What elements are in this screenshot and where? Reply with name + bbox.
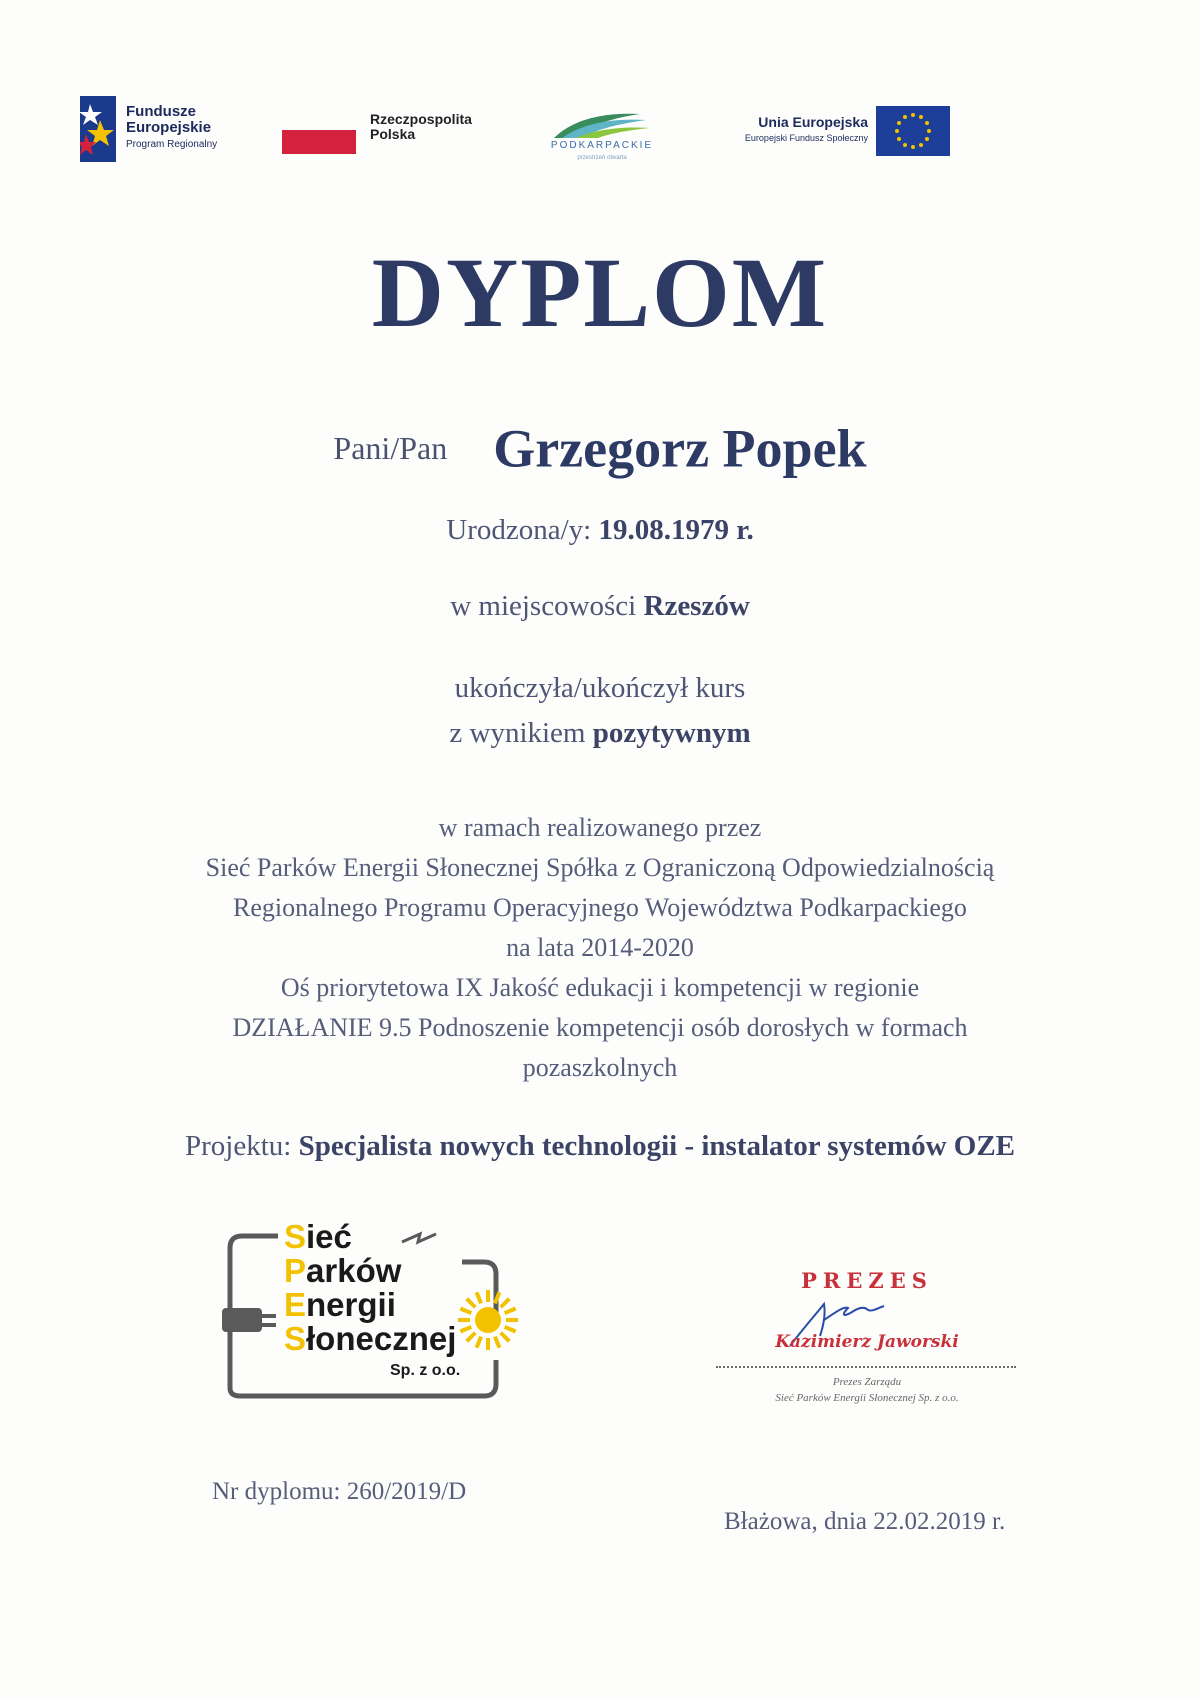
podkarpackie-tagline: przestrzeń otwarta <box>577 155 627 161</box>
birthplace-label: w miejscowości <box>450 590 637 622</box>
spes-line: Słonecznej <box>284 1320 457 1357</box>
podkarpackie-logo <box>532 108 672 168</box>
project-label: Projektu: <box>185 1130 292 1162</box>
signatory-name: Kazimierz Jaworski <box>775 1332 959 1352</box>
ue-line2: Europejski Fundusz Społeczny <box>744 133 868 143</box>
ue-line1: Unia Europejska <box>758 114 868 130</box>
place-and-date: Błażowa, dnia 22.02.2019 r. <box>724 1508 1006 1535</box>
birth-label: Urodzona/y: <box>446 514 592 546</box>
salutation: Pani/Pan <box>333 430 448 467</box>
program-description <box>60 808 1140 1088</box>
recipient-name: Grzegorz Popek <box>493 418 867 479</box>
signatory-company: Sieć Parków Energii Słonecznej Sp. z o.o. <box>775 1392 959 1404</box>
spes-wordmark <box>284 1220 456 1356</box>
birth-date: 19.08.1979 r. <box>598 514 754 546</box>
fundusze-line3: Program Regionalny <box>126 139 218 150</box>
unia-europejska-logo <box>718 106 978 166</box>
spes-logo <box>222 1220 532 1400</box>
podkarpackie-hills-icon <box>532 108 672 140</box>
body-line: Oś priorytetowa IX Jakość edukacji i kompetencji w regionie <box>280 973 920 1002</box>
diploma-title: DYPLOM <box>371 237 829 348</box>
signature-dotted-line <box>716 1366 1016 1368</box>
diploma-number: Nr dyplomu: 260/2019/D <box>212 1478 467 1505</box>
body-line: Sieć Parków Energii Słonecznej Spółka z Ograniczoną Odpowiedzialnością <box>205 853 995 882</box>
project-line <box>0 1130 1200 1163</box>
birthplace-line <box>0 590 1200 623</box>
fundusze-line2: Europejskie <box>126 119 212 136</box>
body-line: w ramach realizowanego przez <box>438 813 762 842</box>
spes-line: Parków <box>284 1252 402 1289</box>
birthplace-city: Rzeszów <box>643 590 750 622</box>
spes-line: Sieć <box>284 1218 352 1255</box>
result-value: pozytywnym <box>592 717 751 749</box>
project-name: Specjalista nowych technologii - instalator systemów OZE <box>298 1130 1015 1162</box>
result-line <box>0 717 1200 750</box>
signatory-role: Prezes Zarządu <box>832 1376 902 1388</box>
fundusze-line1: Fundusze <box>126 103 196 120</box>
completion-line: ukończyła/ukończył kurs <box>454 672 746 704</box>
rzeczpospolita-polska-logo <box>282 106 492 166</box>
rp-line2: Polska <box>370 126 416 142</box>
logos-row <box>80 96 980 176</box>
fundusze-europejskie-logo <box>80 96 260 166</box>
eu-flag-icon <box>876 106 950 156</box>
podkarpackie-name: PODKARPACKIE <box>550 140 654 151</box>
spes-line: Energii <box>284 1286 396 1323</box>
body-line: Regionalnego Programu Operacyjnego Województwa Podkarpackiego <box>233 893 967 922</box>
body-line: pozaszkolnych <box>522 1053 678 1082</box>
polish-flag-icon <box>282 130 356 154</box>
stamp-title: PREZES <box>801 1268 933 1293</box>
signature-block <box>712 1268 1022 1418</box>
body-line: DZIAŁANIE 9.5 Podnoszenie kompetencji osób dorosłych w formach <box>232 1013 968 1042</box>
fundusze-star-icon <box>80 96 116 162</box>
birth-line <box>0 514 1200 547</box>
recipient-line <box>0 418 1200 478</box>
spes-suffix: Sp. z o.o. <box>390 1362 461 1379</box>
rp-line1: Rzeczpospolita <box>370 111 472 127</box>
result-prefix: z wynikiem <box>449 717 586 749</box>
body-line: na lata 2014-2020 <box>506 933 694 962</box>
